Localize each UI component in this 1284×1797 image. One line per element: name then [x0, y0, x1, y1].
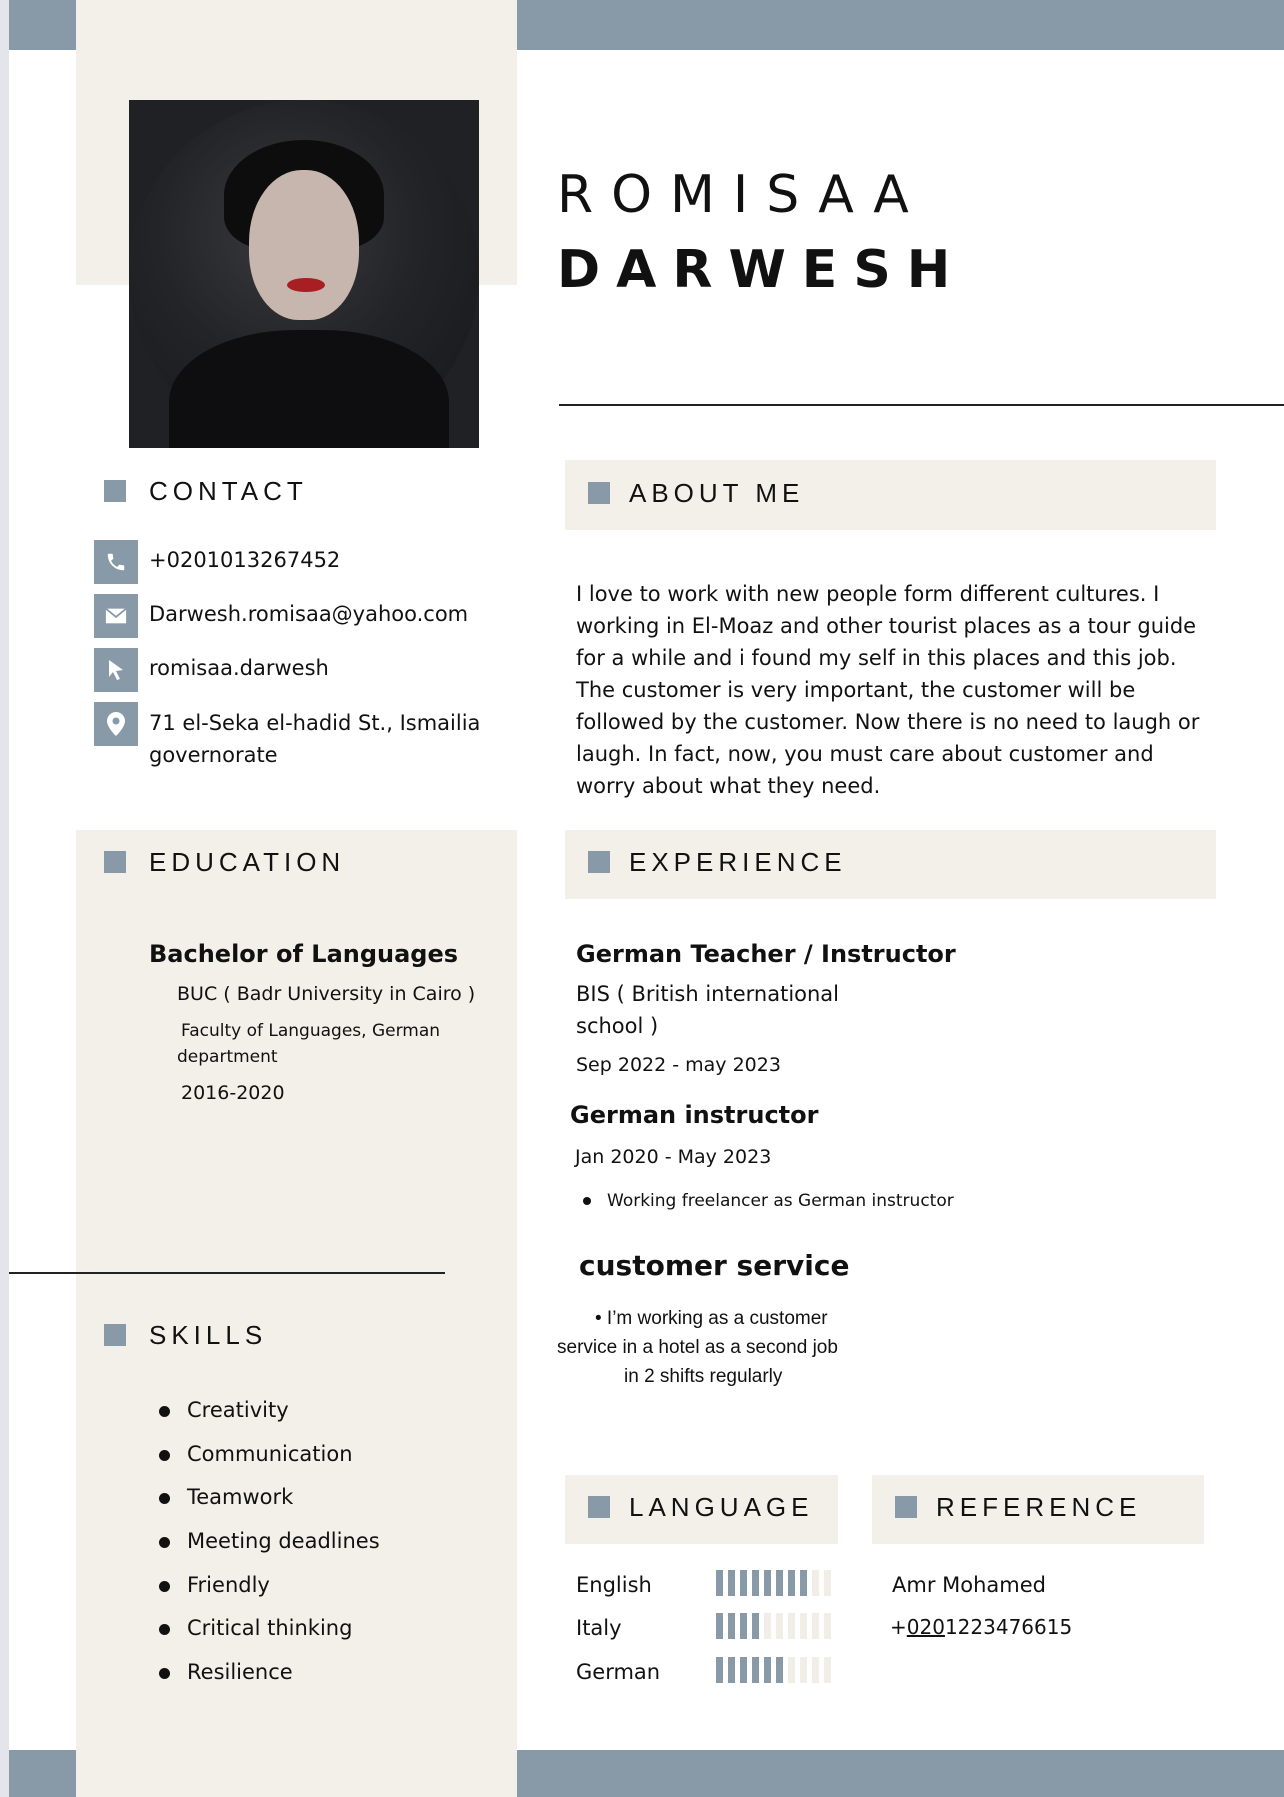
education-title: EDUCATION	[149, 847, 346, 877]
language-level-segment	[752, 1570, 759, 1596]
name-divider	[559, 404, 1284, 406]
cursor-icon	[94, 648, 138, 692]
skill-bullet	[159, 1406, 170, 1417]
language-square-icon	[588, 1496, 610, 1518]
resume-page	[9, 0, 1284, 1797]
language-level-segment	[752, 1613, 759, 1639]
job3-line1: • I’m working as a customer	[595, 1308, 828, 1329]
language-level-segment	[740, 1613, 747, 1639]
skill-bullet	[159, 1581, 170, 1592]
reference-phone-prefix: +	[890, 1615, 907, 1639]
language-level-segment	[824, 1613, 831, 1639]
skill-item: Communication	[187, 1442, 353, 1466]
education-square-icon	[104, 851, 126, 873]
job1-dates: Sep 2022 - may 2023	[576, 1054, 781, 1076]
language-level-segment	[776, 1613, 783, 1639]
language-level-segment	[812, 1613, 819, 1639]
language-level-segment	[800, 1613, 807, 1639]
experience-title: EXPERIENCE	[629, 847, 847, 877]
skill-item: Meeting deadlines	[187, 1529, 380, 1553]
experience-square-icon	[588, 851, 610, 873]
last-name: DARWESH	[557, 240, 967, 300]
about-square-icon	[588, 482, 610, 504]
sidebar-panel	[76, 830, 517, 1797]
language-level-segment	[788, 1613, 795, 1639]
skill-item: Friendly	[187, 1573, 270, 1597]
reference-phone	[890, 1615, 1072, 1639]
bottom-band-left	[9, 1750, 76, 1797]
language-level-segment	[728, 1657, 735, 1683]
language-level-segment	[764, 1613, 771, 1639]
skill-item: Creativity	[187, 1398, 289, 1422]
contact-address-line2: governorate	[149, 743, 278, 767]
skill-item: Teamwork	[187, 1485, 294, 1509]
reference-title: REFERENCE	[936, 1492, 1142, 1522]
education-years: 2016-2020	[181, 1082, 285, 1104]
job1-org-line1: BIS ( British international	[576, 982, 840, 1006]
language-level-segment	[740, 1657, 747, 1683]
language-level-segment	[740, 1570, 747, 1596]
mail-icon	[94, 594, 138, 638]
reference-name: Amr Mohamed	[892, 1573, 1046, 1597]
language-level-segment	[800, 1570, 807, 1596]
first-name: ROMISAA	[557, 165, 927, 225]
language-level-segment	[764, 1570, 771, 1596]
profile-photo	[129, 100, 479, 448]
language-level-segment	[764, 1657, 771, 1683]
contact-square-icon	[104, 480, 126, 502]
job2-title: German instructor	[570, 1101, 819, 1129]
phone-icon	[94, 540, 138, 584]
language-title: LANGUAGE	[629, 1492, 814, 1522]
language-level-segment	[716, 1613, 723, 1639]
language-level-segment	[776, 1657, 783, 1683]
reference-phone-underlined: 020	[906, 1615, 945, 1639]
contact-website: romisaa.darwesh	[149, 656, 329, 680]
job2-bullet-text: Working freelancer as German instructor	[607, 1191, 954, 1211]
contact-title: CONTACT	[149, 476, 308, 506]
education-divider	[9, 1272, 445, 1274]
language-name: Italy	[576, 1616, 622, 1640]
reference-phone-rest: 1223476615	[944, 1615, 1073, 1639]
skill-bullet	[159, 1624, 170, 1635]
language-level-segment	[776, 1570, 783, 1596]
education-faculty-line2: department	[177, 1047, 278, 1067]
top-band-left	[9, 0, 76, 50]
education-school: BUC ( Badr University in Cairo )	[177, 983, 476, 1005]
skill-bullet	[159, 1450, 170, 1461]
language-level-segment	[824, 1657, 831, 1683]
top-band-right	[517, 0, 1284, 50]
language-name: German	[576, 1660, 661, 1684]
language-level-bar	[716, 1613, 834, 1639]
language-level-segment	[716, 1657, 723, 1683]
language-level-segment	[788, 1570, 795, 1596]
reference-square-icon	[895, 1496, 917, 1518]
language-level-bar	[716, 1657, 834, 1683]
about-title: ABOUT ME	[629, 478, 805, 508]
language-level-segment	[728, 1613, 735, 1639]
language-level-bar	[716, 1570, 834, 1596]
skill-bullet	[159, 1537, 170, 1548]
job2-dates: Jan 2020 - May 2023	[575, 1146, 772, 1168]
job2-bullet-dot	[583, 1197, 591, 1205]
language-level-segment	[812, 1570, 819, 1596]
contact-email: Darwesh.romisaa@yahoo.com	[149, 602, 469, 626]
job1-title: German Teacher / Instructor	[576, 940, 956, 968]
skill-item: Resilience	[187, 1660, 293, 1684]
language-level-segment	[800, 1657, 807, 1683]
job3-line2: service in a hotel as a second job	[557, 1337, 838, 1358]
skills-title: SKILLS	[149, 1320, 268, 1350]
contact-address-line1: 71 el-Seka el-hadid St., Ismailia	[149, 711, 481, 735]
language-level-segment	[824, 1570, 831, 1596]
location-pin-icon	[94, 702, 138, 746]
skill-bullet	[159, 1493, 170, 1504]
language-level-segment	[716, 1570, 723, 1596]
about-text: I love to work with new people form different cultures. I working in El-Moaz and other tourist places as a tour guide for a while and i found my self in this places and this job. The customer is very important, the customer will be followed by the customer. Now there is no need to laugh or laugh. In fact, now, you must care about customer and worry about what they need.	[576, 582, 1200, 798]
education-faculty-line1: Faculty of Languages, German	[181, 1021, 441, 1041]
job3-title: customer service	[579, 1249, 850, 1282]
language-level-segment	[788, 1657, 795, 1683]
skill-bullet	[159, 1668, 170, 1679]
bottom-band-right	[517, 1750, 1284, 1797]
language-name: English	[576, 1573, 652, 1597]
contact-phone: +0201013267452	[149, 548, 341, 572]
skills-square-icon	[104, 1324, 126, 1346]
education-degree: Bachelor of Languages	[149, 940, 459, 968]
skill-item: Critical thinking	[187, 1616, 353, 1640]
job3-line3: in 2 shifts regularly	[624, 1366, 783, 1387]
language-level-segment	[728, 1570, 735, 1596]
language-level-segment	[812, 1657, 819, 1683]
language-level-segment	[752, 1657, 759, 1683]
job1-org-line2: school )	[576, 1014, 659, 1038]
